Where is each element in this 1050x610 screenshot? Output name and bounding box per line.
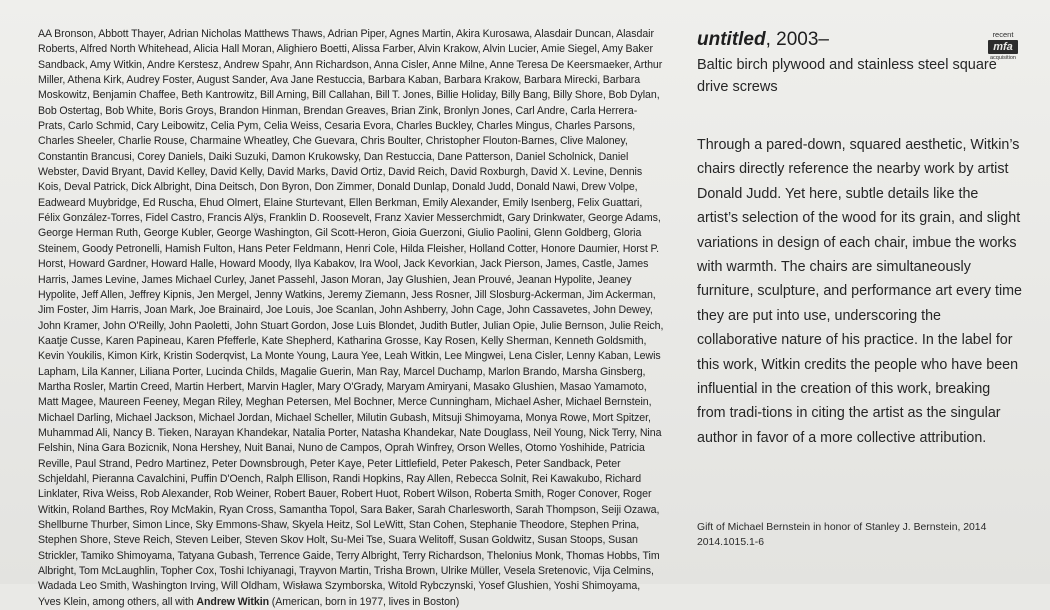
- work-description: Through a pared-down, squared aesthetic, Witkin’s chairs directly reference the nearby work by artist Donald Judd. Yet here, subtle details like the artist’s selection of the wood for its grain, and slight variations in design of each chair, imbue the works with warmth. The chairs are simultaneously furniture, sculpture, and performance art every time they are put into use, underscoring the collaborative nature of his practice. In the label for this work, Witkin credits the people who have been influential in the creation of this work, breaking from tradi-tions in citing the artist as the singular author in favor of a more collective attribution.: [697, 137, 1023, 446]
- badge-top-text: recent: [992, 30, 1014, 39]
- names-list: AA Bronson, Abbott Thayer, Adrian Nicholas Matthews Thaws, Adrian Piper, Agnes Martin, Akira Kurosawa, Alasdair Duncan, Alasdair Roberts, Alfred North Whitehead, Alicia Hall Moran, Alighiero Boetti, Alissa Farber, Alvin Krakow, Alvin Lucier, Amie Siegel, Amy Baker Sandback, Amy Witkin, Andre Kerstesz, Andrew Spahr, Ann Richardson, Anna Cisler, Anne Milne, Anne Teresa De Keersmaeker, Arthur Miller, Athena Kirk, Audrey Foster, August Sander, Ava Jane Restuccia, Barbara Kaban, Barbara Krakow, Barbara Mirecki, Barbara Moskowitz, Benjamin Chaffee, Beth Kantrowitz, Bill Arning, Bill Callahan, Bill T. Jones, Billie Holiday, Billy Bang, Billy Shore, Bob Dylan, Bob Ostertag, Bob White, Boris Groys, Brandon Hinman, Brendan Greaves, Brian Zink, Bronlyn Jones, Carl Andre, Carla Herrera-Prats, Carlo Schmid, Cary Leibowitz, Celia Pym, Celia Weiss, Cesaria Evora, Charles Buckley, Charles Mingus, Charles Parsons, Charles Sheeler, Charlie Rouse, Charmaine Wheatley, Che Guevara, Chris Boulter, Christopher Flouton-Barnes, Clive Maloney, Constantin Brancusi, Corey Daniels, Daiki Suzuki, Damon Krukowsky, Dan Restuccia, Dane Patterson, Daniel Scholnick, Daniel Webster, David Bryant, David Kelley, David Kelly, David Marks, David Ortiz, David Reich, David Roxburgh, David X. Levine, Dennis Kois, Deval Patrick, Dick Albright, Dina Deitsch, Don Byron, Don Zimmer, Donald Dunlap, Donald Judd, Donald Nawi, Drew Volpe, Eadweard Muybridge, Ed Ruscha, Ehud Olmert, Elaine Sturtevant, Ellen Berkman, Emily Alexander, Emily Isenberg, Felix Guattari, Félix González-Torres, Fidel Castro, Francis Alÿs, Franklin D. Roosevelt, Franz Xavier Messerchmidt, Gary Drinkwater, George Adams, George Herman Ruth, George Kubler, George Washington, Gil Scott-Heron, Gioia Guerzoni, Giulio Paolini, Glenn Goldberg, Gloria Steinem, Goody Petronelli, Hamish Fulton, Hans Peter Feldmann, Henri Cole, Hilda Fleisher, Holland Cotter, Honore Daumier, Horst P. Horst, Howard Gardner, Howard Halle, Howard Moody, Ilya Kabakov, Ira Wool, Jack Kevorkian, Jack Pierson, James, Castle, James Harris, James Levine, James Michael Curley, Janet Passehl, Jason Moran, Jay Glushien, Jean Prouvé, Jeanan Hypolite, Jeaney Hypolite, Jeff Allen, Jeffrey Kipnis, Jen Mergel, Jenny Watkins, Jeremy Ziemann, Jess Rosner, Jill Slosburg-Ackerman, Jim Ackerman, Jim Foster, Jim Harris, Joan Mark, Joe Brainaird, Joe Louis, Joe Scanlan, John Ashberry, John Cage, John Cassavetes, John Dewey, John Kramer, John O'Reilly, John Paoletti, John Stuart Gordon, Jose Luis Blondet, Judith Butler, Julian Opie, Julie Bernson, Julie Reich, Kaatje Cusse, Karen Papineau, Karen Pfefferle, Kate Shepherd, Katharina Grosse, Kay Rosen, Kelly Sherman, Kenneth Goldsmith, Kevin Youkilis, Kimon Kirk, Kristin Soderqvist, La Monte Young, Laura Yee, Leah Witkin, Lee Mingwei, Lena Cisler, Lenny Kaban, Lewis Lapham, Lila Kanner, Liliana Porter, Lucinda Childs, Magalie Guerin, Man Ray, Marcel Duchamp, Marlon Brando, Marsha Ginsberg, Martha Rosler, Martin Creed, Martin Herbert, Marvin Hagler, Mary O'Grady, Maryam Amiryani, Masako Glushien, Masao Yamamoto, Matt Magee, Maureen Feeney, Megan Riley, Meghan Petersen, Mel Bochner, Merce Cunningham, Michael Asher, Michael Bernstein, Michael Darling, Michael Jackson, Michael Jordan, Michael Scheller, Milutin Gubash, Mitsuji Shimoyama, Monya Rowe, Mort Spitzer, Muhammad Ali, Nancy B. Tieken, Narayan Khandekar, Natalia Porter, Natasha Khandekar, Nate Douglass, Neil Young, Nick Terry, Nina Felshin, Nina Gara Bozicnik, Nona Hershey, Nuit Banai, Nuno de Campos, Oprah Winfrey, Orson Welles, Otomo Yoshihide, Patricia Reville, Paul Strand, Pedro Martinez, Peter Downsbrough, Peter Kaye, Peter Littlefield, Peter Pakesch, Peter Sandback, Peter Schjeldahl, Pieranna Cavalchini, Puffin D'Oench, Ralph Ellison, Randi Hopkins, Ray Allen, Rebecca Solnit, Rei Kawakubo, Richard Linklater, Riva Weiss, Rob Alexander, Rob Weiner, Robert Bauer, Robert Huot, Robert Wilson, Roberta Smith, Roger Conover, Roger Witkin, Roland Barthes, Roy McMakin, Ryan Cross, Samantha Topol, Sara Baker, Sarah Charlesworth, Sarah Thompson, Seiji Ozawa, Shellburne Thurber, Simon Lince, Sky Emmons-Shaw, Skyela Heitz, Sol LeWitt, Stan Cohen, Stephanie Theodore, Stephen Prina, Stephen Shore, Steve Reich, Steven Leiber, Steven Skov Holt, Su-Mei Tse, Suara Welitoff, Susan Goldwitz, Susan Stoops, Susan Strickler, Tamiko Shimoyama, Tatyana Gubash, Terrence Gaide, Terry Albright, Terry Richardson, Thelonius Monk, Thomas Hobbs, Tim Albright, Tom McLaughlin, Topher Cox, Toshi Ichiyanagi, Trayvon Martin, Trisha Brown, Ulrike Müller, Vesela Sretenovic, Vija Celmins, Wadada Leo Smith, Washington Irving, Will Oldham, Wisława Szymborska, Witold Rybczynski, Yosef Glushien, Yoshi Shimoyama, Yves Klein,: [38, 28, 664, 608]
- recent-acquisition-logo: [985, 30, 1021, 66]
- badge-mark: mfa: [988, 40, 1018, 54]
- credit-line: Gift of Michael Bernstein in honor of Stanley J. Bernstein, 2014: [697, 522, 987, 533]
- work-header: [697, 28, 1022, 98]
- work-title: untitled: [697, 29, 766, 50]
- work-date: , 2003–: [765, 29, 830, 50]
- accession-number: 2014.1015.1-6: [697, 537, 765, 548]
- credits-names-block: [38, 27, 664, 610]
- artist-name: Andrew Witkin: [196, 595, 270, 608]
- badge-bottom-text: acquisition: [990, 55, 1016, 61]
- work-medium: Baltic birch plywood and stainless steel square drive screws: [697, 57, 997, 95]
- artist-bio: (American, born in 1977, lives in Boston): [269, 595, 460, 608]
- credit-block: [697, 520, 1022, 550]
- names-tail: among others, all with: [89, 595, 197, 608]
- work-title-line: [697, 28, 1022, 52]
